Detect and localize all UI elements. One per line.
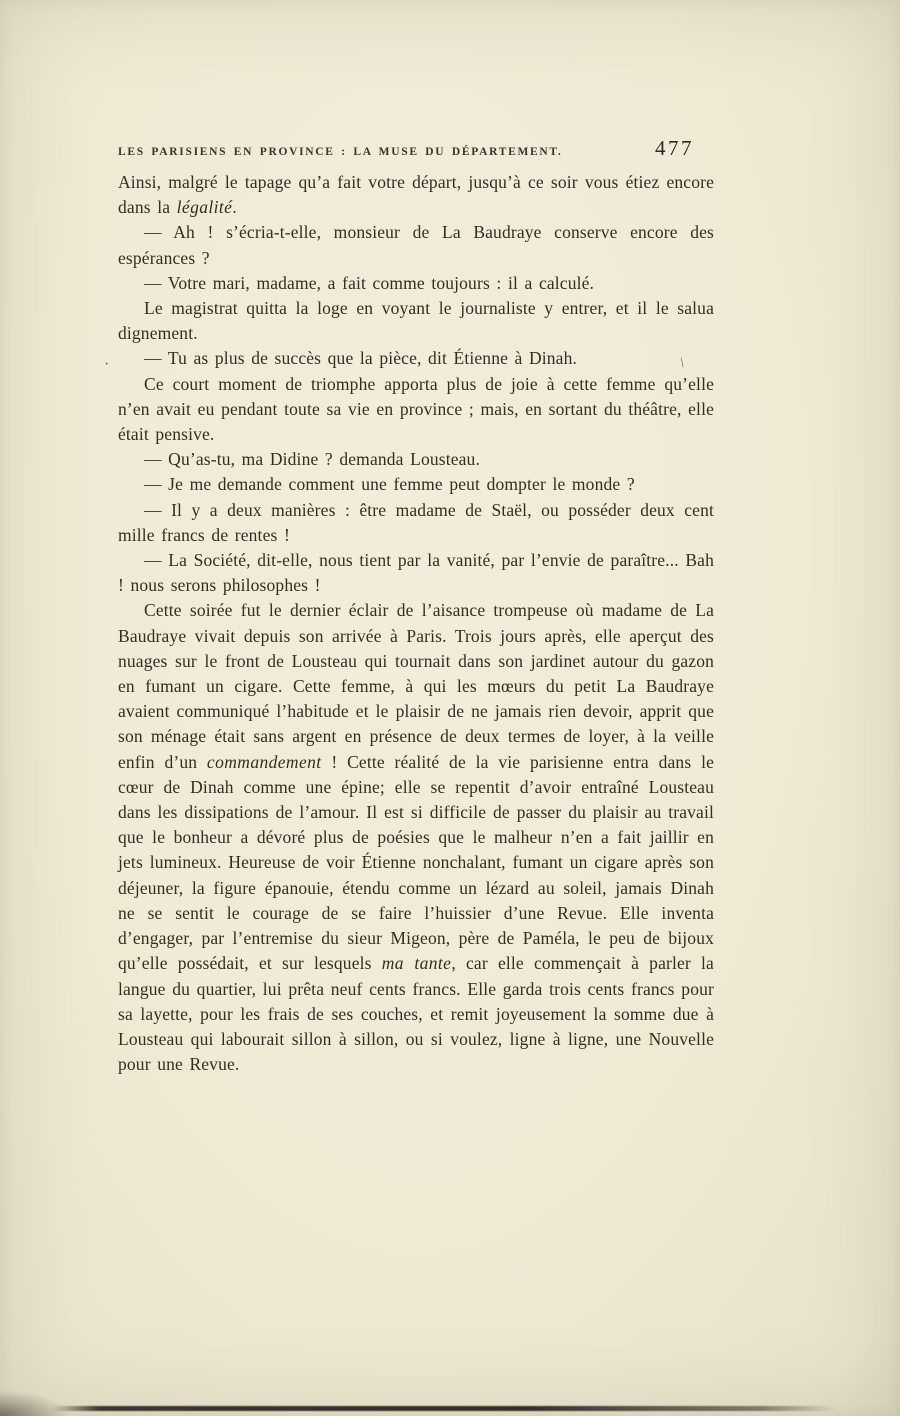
text-segment: , car elle commençait à parler la langue du quartier, lui prêta neuf cents francs. Elle garda trois cents francs pour sa layette, pour les frais de ses couches, et remit joyeusement la somme due à Lousteau qui labourait sillon à sillon, ou si voulez, ligne à ligne, une Nouvelle pour une Revue. [118,953,714,1075]
text-segment: — La Société, dit-elle, nous tient par la vanité, par l’envie de paraître... Bah ! nous serons philosophes ! [118,550,714,596]
paragraph [118,372,714,448]
paragraph [118,220,714,270]
page-number: 477 [655,136,694,160]
text-segment: — Votre mari, madame, a fait comme toujours : il a calculé. [144,272,595,293]
text-segment: Cette soirée fut le dernier éclair de l’aisance trompeuse où madame de La Baudraye vivait depuis son arrivée à Paris. Trois jours après, elle aperçut des nuages sur le front de Lousteau qui tournait dans son jardinet autour du gazon en fumant un cigare. Cette femme, à qui les mœurs du petit La Baudraye avaient communiqué l’habitude et le plaisir de ne jamais rien devoir, apprit que son ménage était sans argent en présence de deux termes de loyer, à la veille enfin d’un [118,600,714,772]
paragraph [118,271,714,296]
running-header [118,136,714,161]
text-segment: — Tu as plus de succès que la pièce, dit Étienne à Dinah. [144,348,578,369]
paragraph [118,598,714,1077]
paragraph [118,346,714,371]
paragraph [118,447,714,472]
text-segment: — Qu’as-tu, ma Didine ? demanda Lousteau. [144,449,480,470]
running-header-title: LES PARISIENS EN PROVINCE : LA MUSE DU DÉPARTEMENT. [118,146,563,158]
italic-text-segment: légalité [176,197,233,218]
text-segment: — Je me demande comment une femme peut dompter le monde ? [144,474,635,495]
scan-artifact-slash: \ [679,355,685,372]
text-segment: Le magistrat quitta la loge en voyant le journaliste y entrer, et il le salua dignement. [118,298,714,344]
paragraph [118,170,714,220]
paragraph [118,472,714,497]
text-segment: Ce court moment de triomphe apporta plus de joie à cette femme qu’elle n’en avait eu pendant toute sa vie en province ; mais, en sortant du théâtre, elle était pensive. [118,373,714,445]
text-segment: . [232,197,237,218]
scan-bottom-edge [52,1406,836,1411]
text-segment: Ainsi, malgré le tapage qu’a fait votre départ, jusqu’à ce soir vous étiez encore dans la [118,172,714,218]
text-segment: ! Cette réalité de la vie parisienne entra dans le cœur de Dinah comme une épine; elle se repentit d’avoir entraîné Lousteau dans les dissipations de l’amour. Il est si difficile de passer du plaisir au travail que le bonheur a dévoré plus de poésies que le malheur n’en a fait jaillir en jets lumineux. Heureuse de voir Étienne nonchalant, fumant un cigare après son déjeuner, la figure épanouie, étendu comme un lézard au soleil, jamais Dinah ne se sentit le courage de se faire l’huissier d’une Revue. Elle inventa d’engager, par l’entremise du sieur Migeon, père de Paméla, le peu de bijoux qu’elle possédait, et sur lesquels [118,751,714,974]
paragraph [118,548,714,598]
text-segment: — Il y a deux manières : être madame de Staël, ou posséder deux cent mille francs de rentes ! [118,499,714,545]
page-content [118,136,714,1077]
italic-text-segment: commandement [206,751,322,772]
paragraph [118,498,714,548]
italic-text-segment: ma tante [381,953,452,974]
scan-corner-shadow [0,1390,70,1416]
paragraph [118,296,714,346]
text-segment: — Ah ! s’écria-t-elle, monsieur de La Baudraye conserve encore des espérances ? [118,222,714,268]
scan-artifact-dot: · [104,356,110,373]
text-block [118,170,714,1077]
